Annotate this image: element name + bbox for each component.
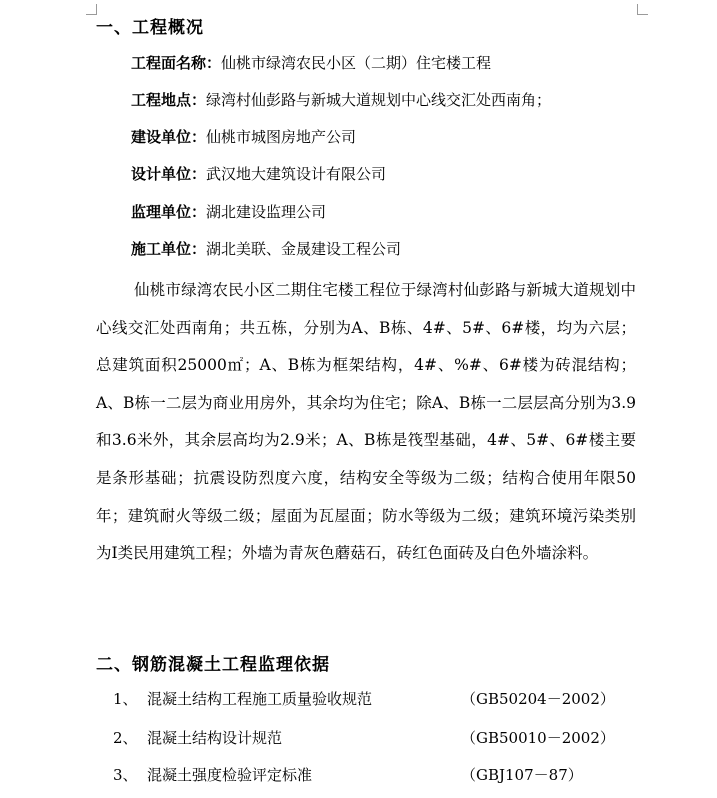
field-label: 建设单位： — [131, 128, 207, 146]
field-contractor-unit — [131, 238, 401, 259]
field-value: 绿湾村仙彭路与新城大道规划中心线交汇处西南角； — [206, 91, 552, 109]
field-label: 工程地点： — [131, 91, 207, 109]
field-project-name — [131, 52, 491, 73]
field-label: 工程面名称： — [131, 54, 222, 72]
field-supervision-unit — [131, 201, 326, 222]
field-project-location — [131, 89, 551, 110]
project-description-paragraph: 仙桃市绿湾农民小区二期住宅楼工程位于绿湾村仙彭路与新城大道规划中心线交汇处西南角；共五栋，分别为A、B栋、4#、5#、6#楼，均为六层；总建筑面积25000㎡；A、B栋为框架结构，4#、%#、6#楼为砖混结构；A、B栋一二层为商业用房外，其余均为住宅；除A、B栋一二层层高分别为3.9和3.6米外，其余层高均为2.9米；A、B栋是筏型基础，4#、5#、6#楼主要是条形基础；抗震设防烈度六度，结构安全等级为二级；结构合使用年限50年；建筑耐火等级二级；屋面为瓦屋面；防水等级为二级；建筑环境污染类别为Ⅰ类民用建筑工程；外墙为青灰色蘑菇石，砖红色面砖及白色外墙涂料。 — [96, 281, 636, 563]
reference-code: （GB50204－2002） — [461, 690, 615, 708]
reference-number: 3、 — [113, 766, 138, 784]
reference-number: 1、 — [113, 690, 138, 708]
field-label: 设计单位： — [131, 165, 207, 183]
reference-number: 2、 — [113, 729, 138, 747]
section-heading-basis: 二、钢筋混凝土工程监理依据 — [96, 655, 330, 675]
field-value: 湖北美联、金晟建设工程公司 — [206, 240, 402, 258]
field-design-unit — [131, 163, 386, 184]
reference-name: 混凝土强度检验评定标准 — [147, 766, 313, 784]
section-heading-overview: 一、工程概况 — [96, 18, 204, 38]
field-value: 武汉地大建筑设计有限公司 — [206, 165, 387, 183]
field-construction-unit — [131, 126, 356, 147]
field-label: 监理单位： — [131, 203, 207, 221]
reference-name: 混凝土结构设计规范 — [147, 729, 283, 747]
field-value: 仙桃市城图房地产公司 — [206, 128, 357, 146]
reference-code: （GBJ107－87） — [461, 766, 583, 784]
reference-code: （GB50010－2002） — [461, 729, 615, 747]
field-value: 湖北建设监理公司 — [206, 203, 327, 221]
field-value: 仙桃市绿湾农民小区（二期）住宅楼工程 — [221, 54, 492, 72]
reference-name: 混凝土结构工程施工质量验收规范 — [147, 690, 373, 708]
page-corner-mark-right — [637, 4, 648, 15]
field-label: 施工单位： — [131, 240, 207, 258]
